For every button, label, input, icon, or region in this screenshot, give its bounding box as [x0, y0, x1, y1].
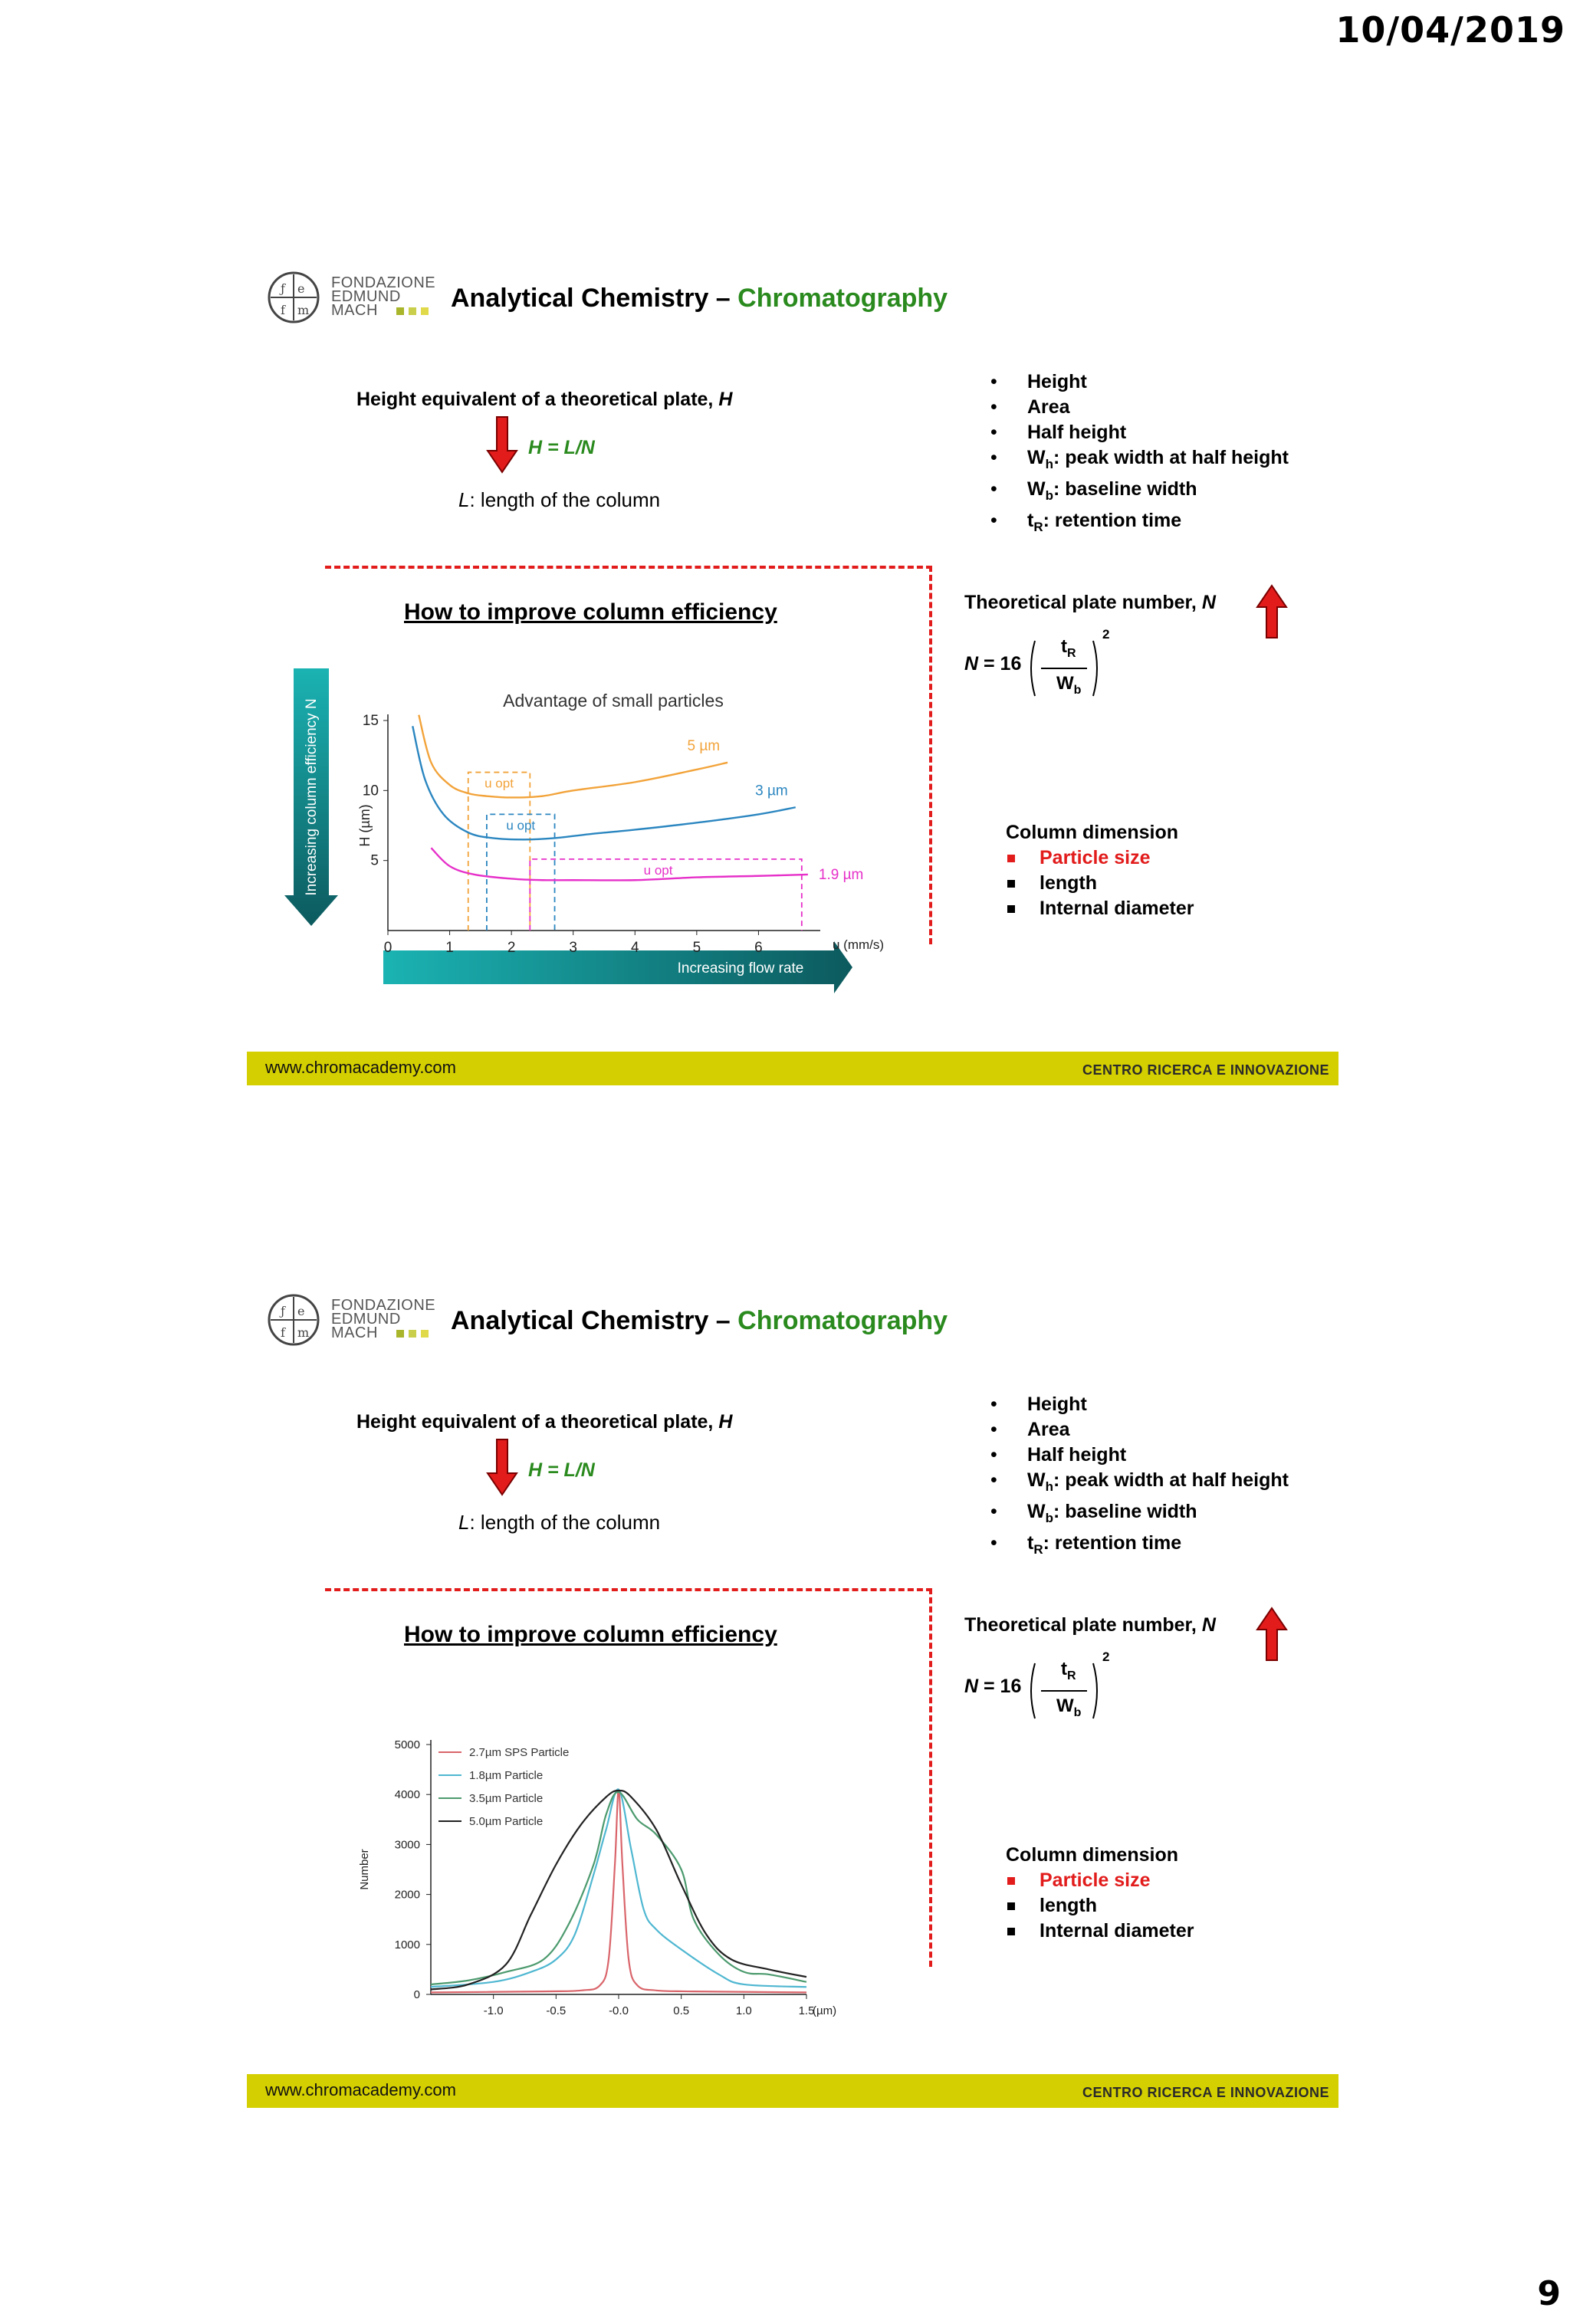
down-arrow-icon — [488, 417, 517, 472]
svg-text:m: m — [297, 1325, 310, 1340]
h-formula: H = L/N — [528, 1459, 595, 1481]
uopt-label: u opt — [506, 818, 536, 833]
peak-parameter-list — [990, 1392, 1289, 1562]
down-arrow-icon — [488, 1439, 517, 1495]
svg-text:m: m — [297, 303, 310, 317]
x-tick-label: 1 — [445, 940, 454, 956]
slide-title: Analytical Chemistry – Chromatography — [451, 284, 948, 313]
hep-label: Height equivalent of a theoretical plate, H — [356, 389, 733, 410]
x-tick-label: 1.0 — [735, 2004, 752, 2017]
y-axis-label: H (µm) — [357, 804, 373, 847]
fem-logo — [267, 1292, 436, 1354]
svg-text:ƒ: ƒ — [281, 1304, 285, 1318]
list-item: Particle size — [1006, 1868, 1194, 1893]
fem-seal-icon — [267, 270, 320, 325]
legend-label: 1.8µm Particle — [469, 1769, 544, 1782]
svg-text:ƒ: ƒ — [281, 281, 285, 296]
uopt-label: u opt — [643, 862, 673, 878]
page-number: 9 — [1537, 2274, 1561, 2313]
column-dimension-block: Column dimension Particle size length Internal diameter — [1006, 820, 1194, 921]
n-eq-numerator: $t_R$ — [1061, 1659, 1076, 1682]
slide-1 — [247, 270, 1338, 1082]
x-tick-label: -0.0 — [609, 2004, 629, 2017]
logo-text: FONDAZIONE EDMUND MACH — [331, 1297, 436, 1341]
logo-text: FONDAZIONE EDMUND MACH — [331, 274, 436, 319]
x-tick-label: -1.0 — [483, 2004, 504, 2017]
svg-text:e: e — [297, 281, 305, 296]
x-tick-label: 4 — [630, 940, 639, 956]
list-item: • Area — [990, 1417, 1289, 1443]
n-eq-numerator: $t_R$ — [1061, 636, 1076, 660]
x-tick-label: 0.5 — [673, 2004, 690, 2017]
list-item: • Height — [990, 369, 1289, 395]
chart-particle-distribution — [324, 1699, 837, 2036]
series-label: 5 µm — [687, 737, 721, 754]
list-item: • Height — [990, 1392, 1289, 1417]
improve-title: How to improve column efficiency — [404, 1622, 777, 1647]
n-eq-denominator: $W_b$ — [1056, 1695, 1082, 1719]
list-item: Particle size — [1006, 845, 1194, 871]
column-dimension-block: Column dimension Particle size length Internal diameter — [1006, 1843, 1194, 1944]
x-tick-label: -0.5 — [546, 2004, 567, 2017]
series-line — [412, 726, 796, 839]
list-item: Internal diameter — [1006, 1919, 1194, 1944]
list-item: length — [1006, 871, 1194, 896]
bottom-arrow-label: Increasing flow rate — [677, 960, 804, 977]
tpn-label: Theoretical plate number, N — [964, 1614, 1216, 1636]
series-line — [431, 848, 807, 880]
y-tick-label: 5 — [370, 852, 379, 869]
improve-title: How to improve column efficiency — [404, 599, 777, 625]
n-eq-denominator: $W_b$ — [1056, 673, 1082, 697]
n-equation — [964, 1649, 1118, 1729]
svg-text:e: e — [297, 1304, 305, 1318]
svg-text:f: f — [281, 303, 285, 317]
fem-logo — [267, 270, 436, 331]
chart-h-vs-u — [284, 668, 912, 998]
series-label: 3 µm — [755, 783, 788, 799]
side-arrow-label: Increasing column efficiency N — [304, 698, 320, 896]
list-item: • $t_R$: retention time — [990, 1531, 1289, 1562]
date-stamp: 10/04/2019 — [1335, 9, 1565, 51]
y-tick-label: 1000 — [394, 1938, 420, 1951]
y-tick-label: 0 — [413, 1988, 420, 2001]
x-axis-label: u (mm/s) — [833, 937, 885, 952]
h-formula: H = L/N — [528, 437, 595, 458]
footer-org: CENTRO RICERCA E INNOVAZIONE — [1082, 2085, 1329, 2100]
x-axis-label: (µm) — [813, 2004, 837, 2017]
legend-label: 5.0µm Particle — [469, 1815, 544, 1828]
series-label: 1.9 µm — [818, 866, 864, 883]
length-label: L: length of the column — [458, 1511, 661, 1534]
footer-url[interactable]: www.chromacademy.com — [265, 1058, 456, 1077]
n-equation — [964, 627, 1118, 707]
length-label: L: length of the column — [458, 488, 661, 511]
list-item: • $W_h$: peak width at half height — [990, 445, 1289, 477]
n-eq-lhs: N = 16 — [964, 653, 1022, 675]
chart-title: Advantage of small particles — [503, 691, 724, 711]
y-tick-label: 3000 — [394, 1838, 420, 1852]
n-eq-lhs: N = 16 — [964, 1676, 1022, 1697]
series-line — [419, 715, 728, 798]
footer-org: CENTRO RICERCA E INNOVAZIONE — [1082, 1062, 1329, 1078]
list-item: • $W_h$: peak width at half height — [990, 1468, 1289, 1499]
tpn-label: Theoretical plate number, N — [964, 592, 1216, 613]
up-arrow-icon — [1257, 1608, 1286, 1660]
peak-parameter-list — [990, 369, 1289, 540]
x-tick-label: 1.5 — [798, 2004, 815, 2017]
x-tick-label: 5 — [692, 940, 701, 956]
list-item: • $W_b$: baseline width — [990, 1499, 1289, 1531]
list-item: • Area — [990, 395, 1289, 420]
y-tick-label: 10 — [362, 783, 379, 799]
legend-label: 2.7µm SPS Particle — [469, 1746, 570, 1759]
footer-bar — [247, 2074, 1338, 2108]
x-tick-label: 3 — [569, 940, 578, 956]
x-tick-label: 0 — [383, 940, 392, 956]
fem-seal-icon — [267, 1292, 320, 1347]
svg-text:f: f — [281, 1325, 285, 1340]
list-item: • $t_R$: retention time — [990, 508, 1289, 540]
list-item: • Half height — [990, 420, 1289, 445]
uopt-label: u opt — [484, 776, 514, 791]
list-item: • Half height — [990, 1443, 1289, 1468]
up-arrow-icon — [1257, 586, 1286, 638]
hep-label: Height equivalent of a theoretical plate, H — [356, 1411, 733, 1433]
n-eq-exponent: 2 — [1102, 627, 1110, 642]
x-tick-label: 6 — [754, 940, 763, 956]
slide-title: Analytical Chemistry – Chromatography — [451, 1306, 948, 1335]
n-eq-exponent: 2 — [1102, 1649, 1110, 1664]
y-axis-label: Number — [358, 1849, 371, 1890]
y-tick-label: 15 — [362, 713, 379, 729]
legend-label: 3.5µm Particle — [469, 1792, 544, 1805]
footer-url[interactable]: www.chromacademy.com — [265, 2080, 456, 2099]
list-item: Internal diameter — [1006, 896, 1194, 921]
y-tick-label: 5000 — [394, 1738, 420, 1751]
footer-bar — [247, 1052, 1338, 1085]
y-tick-label: 4000 — [394, 1788, 420, 1802]
x-tick-label: 2 — [507, 940, 516, 956]
slide-2 — [247, 1292, 1338, 2105]
list-item: • $W_b$: baseline width — [990, 477, 1289, 508]
y-tick-label: 2000 — [394, 1888, 420, 1902]
list-item: length — [1006, 1893, 1194, 1919]
